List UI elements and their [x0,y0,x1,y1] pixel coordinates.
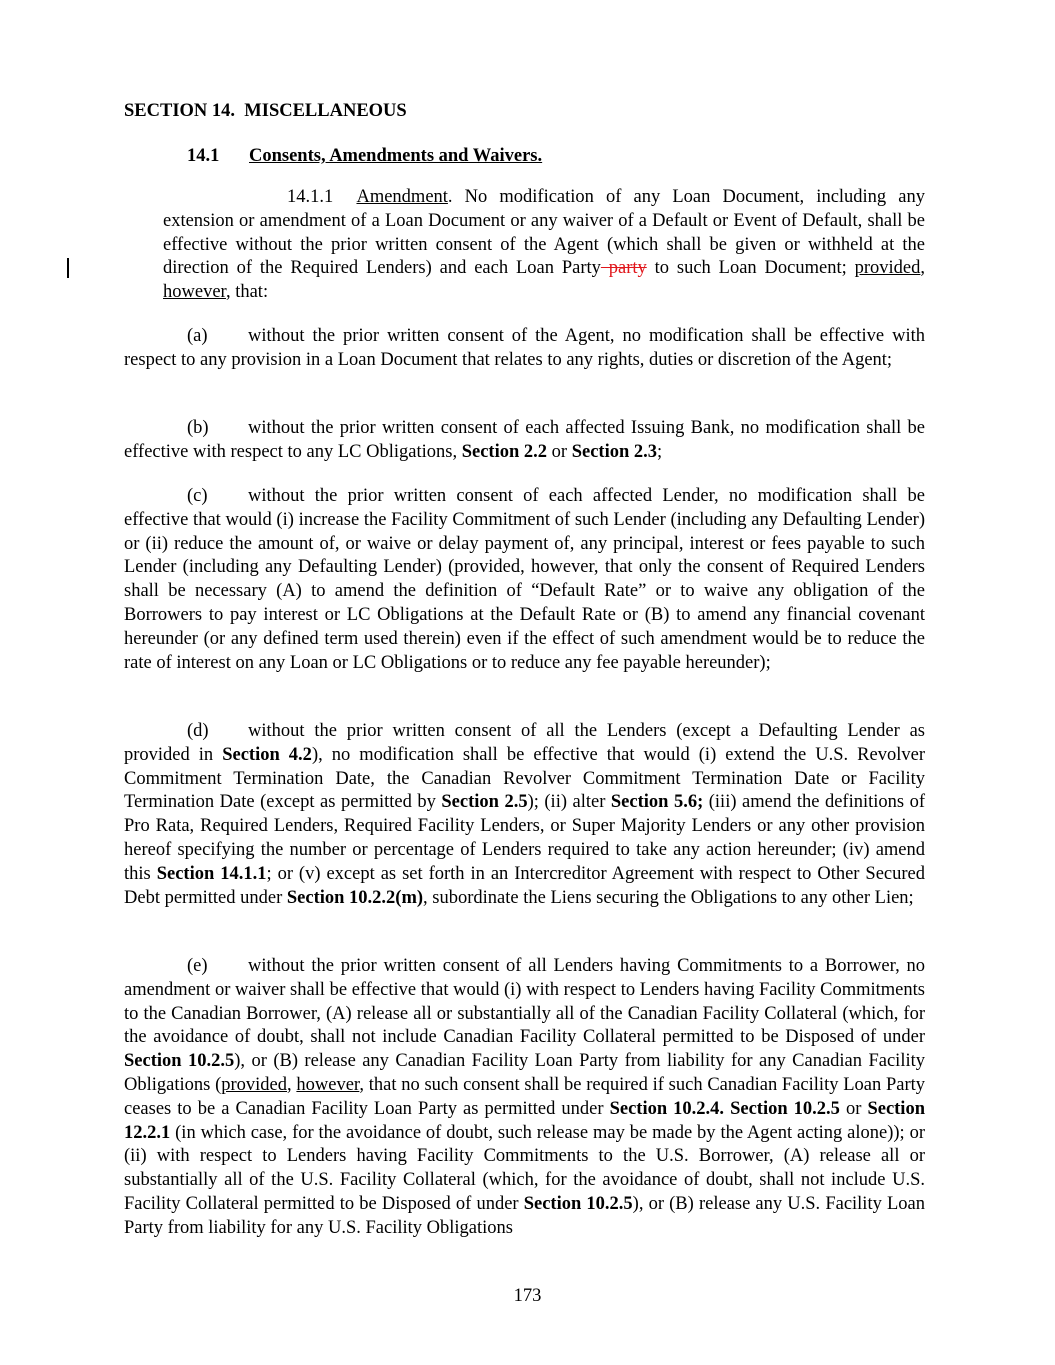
clause-text: , [287,1074,297,1095]
subsection-number: 14.1 [187,146,220,166]
struck-deletion: party [600,258,647,279]
subsection-heading [187,145,542,169]
paragraph-text: . No modification of any Loan Document, including any extension or amendment of a Loan Document or any waiver of a Default or Event of Default, shall be effective without the prior written consent of the Agent (which shall be given or withheld at the direction of the Required Lenders) and each Loan Party [163,187,926,279]
clause-text: ), or (B) release any U.S. Facility Loan Party from liability for any U.S. Facility Obligations [124,1193,925,1238]
paragraph-text: , [920,258,926,279]
clause-label: (e) [187,956,208,976]
clause-text: without the prior written consent of each affected Lender, no modification shall be effective that would (i) increase the Facility Commitment of such Lender (including any Defaulting Lender) or (ii) reduce the amount of, or waive or delay payment of, any principal, interest or fees payable to such Lender (including any Defaulting Lender) (provided, however, that only the consent of Required Lenders shall be necessary (A) to amend the definition of “Default Rate” or to waive any obligation of the Borrowers to pay interest or LC Obligations at the Default Rate or (B) to amend any financial covenant hereunder (or any defined term used therein) even if the effect of such amendment would be to reduce the rate of interest on any Loan or LC Obligations or to reduce any fee payable hereunder); [124,486,925,673]
section-reference: Section 4.2 [222,744,312,765]
clause-text: without the prior written consent of the Agent, no modification shall be effective with respect to any provision in a Loan Document that relates to any rights, duties or discretion of the Agent; [124,326,925,370]
clause-label: (a) [187,326,208,346]
clause-label: (b) [187,418,209,438]
clause-text: (in which case, for the avoidance of doubt, such release may be made by the Agent acting alone)); or (ii) with respect to Lenders having Facility Commitments to the U.S. Borrower, (A) release all or substantially all of the U.S. Facility Collateral (which, for the avoidance of doubt, shall not include U.S. Facility Collateral permitted to be Disposed of under [124,1122,925,1214]
section-heading: SECTION 14. MISCELLANEOUS [124,101,407,121]
clause-text: without the prior written consent of all the Lenders (except a Defaulting Lender as provided in [124,721,925,765]
clause-b [124,417,925,465]
however-term: however [296,1074,360,1095]
page-number: 173 [513,1286,542,1306]
provided-term: provided [221,1074,288,1095]
provided-term: provided [854,258,921,279]
clause-text: or [547,441,572,462]
clause-text: without the prior written consent of all Lenders having Commitments to a Borrower, no amendment or waiver shall be effective that would (i) with respect to Lenders having Facility Commitments to the Canadian Borrower, (A) release all or substantially all of the Canadian Facility Collateral (which, for the avoidance of doubt, shall not include Canadian Facility Collateral permitted to be Disposed of under [124,956,925,1048]
clause-d [124,720,925,910]
clause-text: (iii) amend the definitions of Pro Rata, Required Lenders, Required Facility Lenders, or Super Majority Lenders or any other provision hereof specifying the number or percentage of Lenders required to take any action hereunder; (iv) amend this [124,792,926,884]
clause-text: ; [657,441,663,462]
clause-text: without the prior written consent of each affected Issuing Bank, no modification shall be effective with respect to any LC Obligations, [124,418,925,462]
paragraph-14-1-1 [163,186,925,305]
paragraph-text: , that: [225,282,269,303]
section-reference: Section 10.2.5 [124,1051,235,1072]
clause-text: , subordinate the Liens securing the Obligations to any other Lien; [423,887,914,908]
however-term: however [163,282,226,303]
section-reference: Section 10.2.5 [523,1193,633,1214]
clause-text: ); (ii) alter [527,792,611,813]
section-reference: Section 2.3 [571,441,658,462]
clause-c [124,485,925,675]
clause-a [124,325,925,373]
clause-text: ), no modification shall be effective that would (i) extend the U.S. Revolver Commitment Termination Date, the Canadian Revolver Commitment Termination Date or Facility Termination Date (except as permitted by [124,744,925,813]
section-reference: Section 12.2.1 [124,1098,925,1143]
section-reference: Section 14.1.1 [156,863,267,884]
section-reference: Section 2.2 [461,441,548,462]
clause-label: (c) [187,486,208,506]
section-reference: Section 10.2.4. Section 10.2.5 [609,1098,840,1119]
clause-text: , that no such consent shall be required if such Canadian Facility Loan Party ceases to be a Canadian Facility Loan Party as permitted under [124,1074,926,1119]
paragraph-title: Amendment [356,187,448,207]
clause-text: ; or (v) except as set forth in an Intercreditor Agreement with respect to Other Secured Debt permitted under [124,863,925,908]
paragraph-text: to such Loan Document; [646,258,855,279]
clause-text: or [839,1098,868,1119]
paragraph-number: 14.1.1 [287,187,334,207]
clause-e [124,955,925,1241]
subsection-title: Consents, Amendments and Waivers. [249,146,543,166]
clause-text: ), or (B) release any Canadian Facility Loan Party from liability for any Canadian Facility Obligations ( [124,1051,925,1095]
section-reference: Section 5.6; [610,792,704,813]
change-bar [67,258,69,278]
clause-label: (d) [187,721,209,741]
section-reference: Section 10.2.2(m) [286,887,424,908]
section-reference: Section 2.5 [441,792,528,813]
